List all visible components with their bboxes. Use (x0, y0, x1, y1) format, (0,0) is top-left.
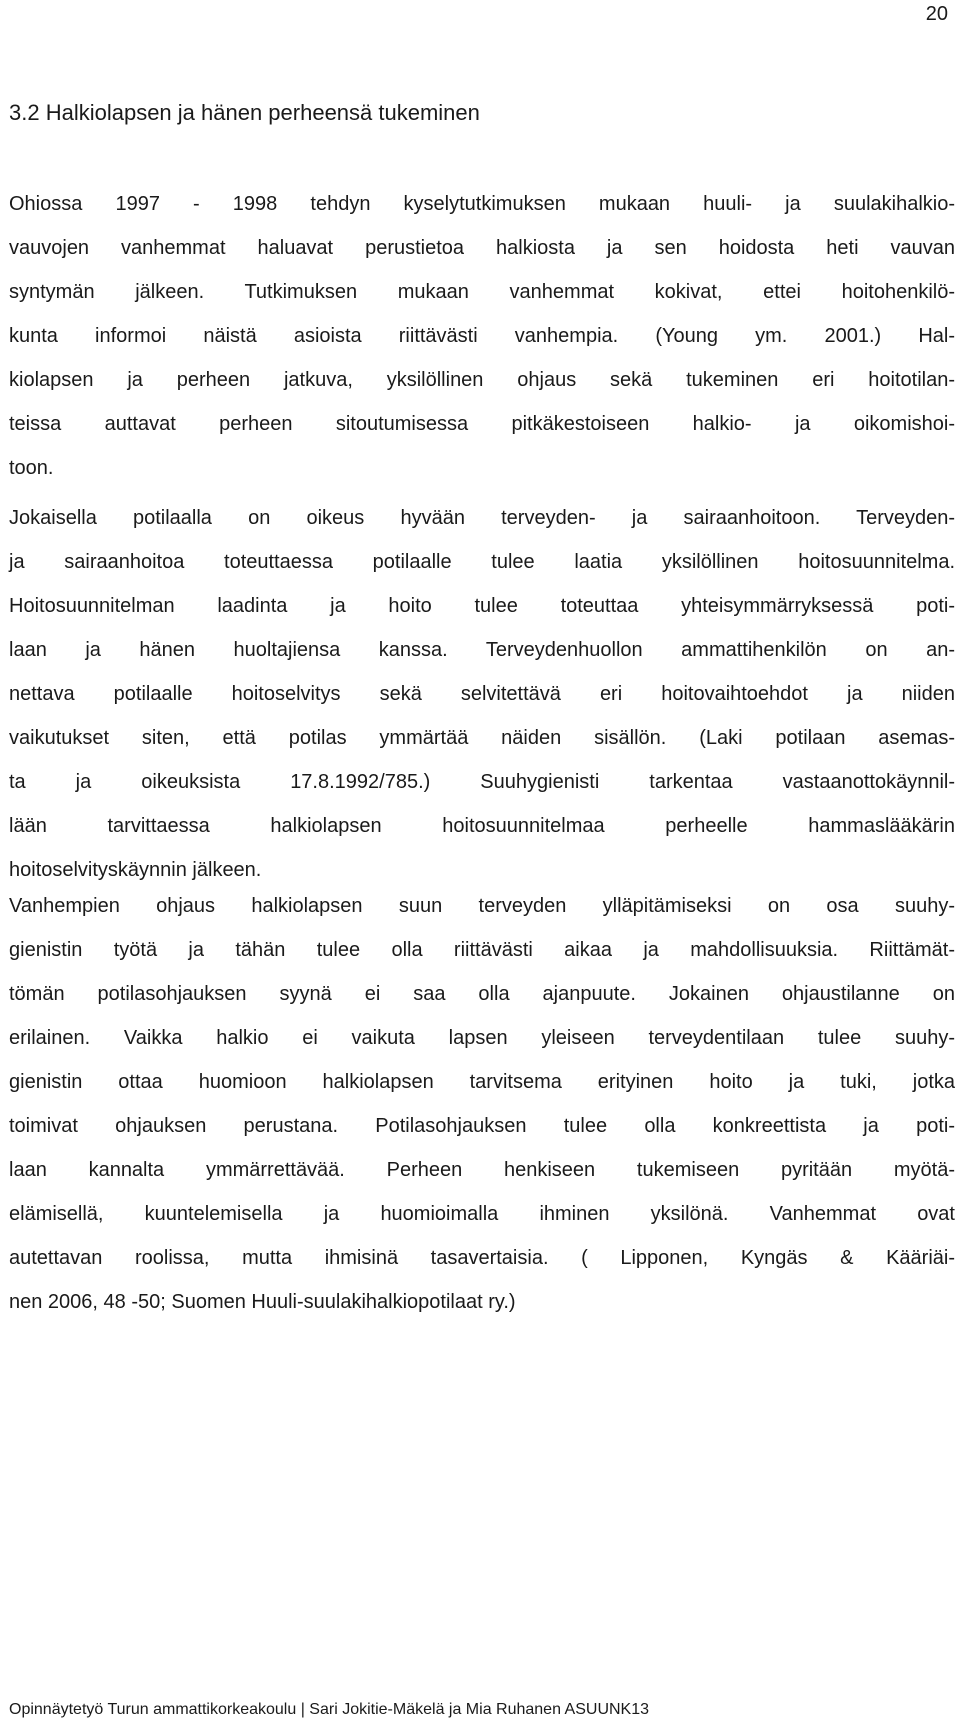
text-line: vaikutukset siten, että potilas ymmärtää näiden sisällön. (Laki potilaan asemas- (9, 727, 955, 749)
text-line: autettavan roolissa, mutta ihmisinä tasavertaisia. ( Lipponen, Kyngäs & Kääriäi- (9, 1247, 955, 1269)
text-line: tömän potilasohjauksen syynä ei saa olla ajanpuute. Jokainen ohjaustilanne on (9, 983, 955, 1005)
text-line: elämisellä, kuuntelemisella ja huomioimalla ihminen yksilönä. Vanhemmat ovat (9, 1203, 955, 1225)
page-number: 20 (925, 3, 948, 25)
text-line: teissa auttavat perheen sitoutumisessa pitkäkestoiseen halkio- ja oikomishoi- (9, 413, 955, 435)
text-line: vauvojen vanhemmat haluavat perustietoa halkiosta ja sen hoidosta heti vauvan (9, 237, 955, 259)
text-line: kunta informoi näistä asioista riittävästi vanhempia. (Young ym. 2001.) Hal- (9, 325, 955, 347)
text-line: laan kannalta ymmärrettävää. Perheen henkiseen tukemiseen pyritään myötä- (9, 1159, 955, 1181)
text-line: Ohiossa 1997 - 1998 tehdyn kyselytutkimuksen mukaan huuli- ja suulakihalkio- (9, 193, 955, 215)
text-line: nettava potilaalle hoitoselvitys sekä selvitettävä eri hoitovaihtoehdot ja niiden (9, 683, 955, 705)
paragraph-text (9, 182, 955, 490)
text-line: gienistin työtä ja tähän tulee olla riittävästi aikaa ja mahdollisuuksia. Riittämät- (9, 939, 955, 961)
text-line: hoitoselvityskäynnin jälkeen. (9, 859, 262, 881)
paragraph-text (9, 496, 955, 892)
section-heading: 3.2 Halkiolapsen ja hänen perheensä tukeminen (9, 100, 480, 125)
text-line: Hoitosuunnitelman laadinta ja hoito tulee toteuttaa yhteisymmärryksessä poti- (9, 595, 955, 617)
page-footer: Opinnäytetyö Turun ammattikorkeakoulu | Sari Jokitie-Mäkelä ja Mia Ruhanen ASUUNK13 (9, 1701, 650, 1718)
paragraph-patient-rights (9, 496, 955, 892)
paragraph-parent-guidance (9, 884, 955, 1324)
text-line: lään tarvittaessa halkiolapsen hoitosuunnitelmaa perheelle hammaslääkärin (9, 815, 955, 837)
text-line: toimivat ohjauksen perustana. Potilasohjauksen tulee olla konkreettista ja poti- (9, 1115, 955, 1137)
text-line: nen 2006, 48 -50; Suomen Huuli-suulakihalkiopotilaat ry.) (9, 1291, 516, 1313)
text-line: kiolapsen ja perheen jatkuva, yksilöllinen ohjaus sekä tukeminen eri hoitotilan- (9, 369, 955, 391)
paragraph-text (9, 884, 955, 1324)
text-line: toon. (9, 457, 54, 479)
text-line: gienistin ottaa huomioon halkiolapsen tarvitsema erityinen hoito ja tuki, jotka (9, 1071, 955, 1093)
text-line: Vanhempien ohjaus halkiolapsen suun terveyden ylläpitämiseksi on osa suuhy- (9, 895, 955, 917)
text-line: Jokaisella potilaalla on oikeus hyvään terveyden- ja sairaanhoitoon. Terveyden- (9, 507, 955, 529)
text-line: ta ja oikeuksista 17.8.1992/785.) Suuhygienisti tarkentaa vastaanottokäynnil- (9, 771, 955, 793)
text-line: syntymän jälkeen. Tutkimuksen mukaan vanhemmat kokivat, ettei hoitohenkilö- (9, 281, 955, 303)
text-line: ja sairaanhoitoa toteuttaessa potilaalle tulee laatia yksilöllinen hoitosuunnitelma. (9, 551, 955, 573)
paragraph-ohio-survey (9, 182, 955, 490)
text-line: laan ja hänen huoltajiensa kanssa. Terveydenhuollon ammattihenkilön on an- (9, 639, 955, 661)
text-line: erilainen. Vaikka halkio ei vaikuta lapsen yleiseen terveydentilaan tulee suuhy- (9, 1027, 955, 1049)
